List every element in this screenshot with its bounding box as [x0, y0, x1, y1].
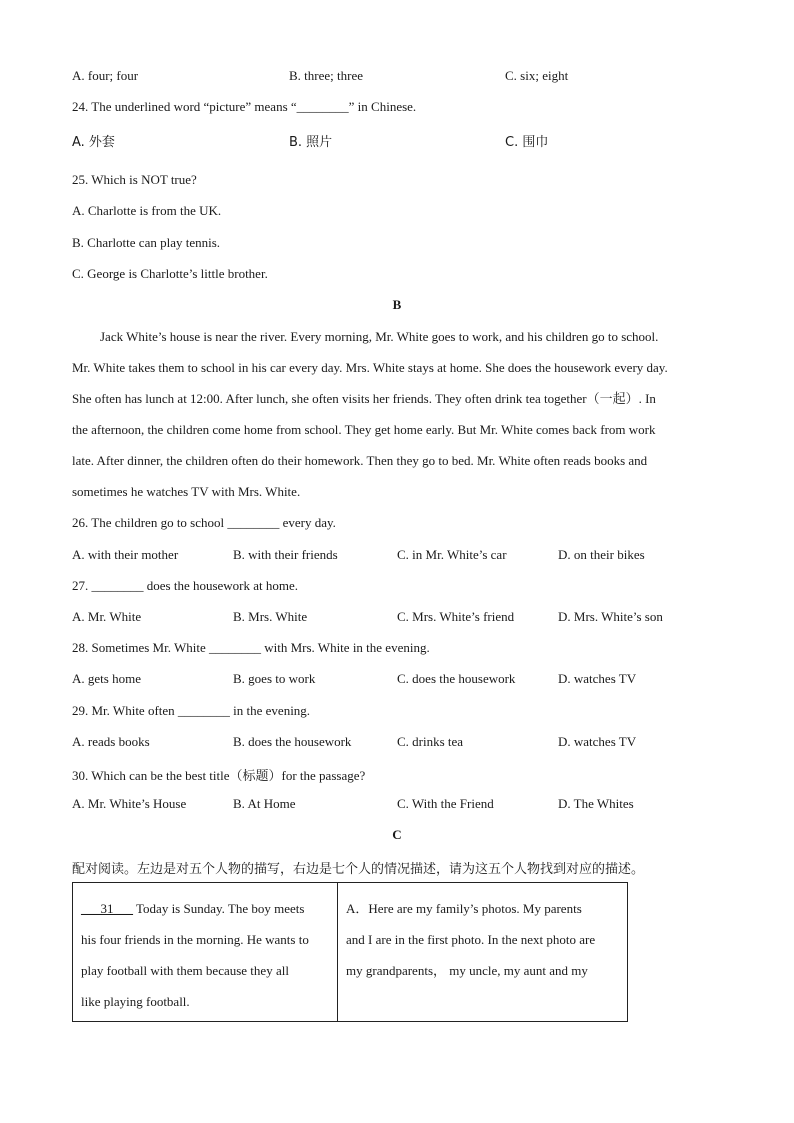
- q23-option-a: A. four; four: [72, 68, 139, 83]
- matching-table: [72, 882, 628, 1022]
- section-b-heading: B: [392, 297, 402, 312]
- passage-line: sometimes he watches TV with Mrs. White.: [72, 484, 301, 499]
- q30-option-b: B. At Home: [233, 796, 296, 811]
- matching-right-cell: [338, 883, 628, 1022]
- passage-line: Jack White’s house is near the river. Every morning, Mr. White goes to work, and his children go to school.: [100, 329, 659, 344]
- q28-option-d: D. watches TV: [558, 671, 637, 686]
- q30-option-d: D. The Whites: [558, 796, 634, 811]
- blank-31: ___31___: [81, 901, 133, 916]
- q25-option-b: B. Charlotte can play tennis.: [72, 235, 221, 250]
- q29-option-b: B. does the housework: [233, 734, 352, 749]
- passage-line: Mr. White takes them to school in his car every day. Mrs. White stays at home. She does the housework every day.: [72, 360, 668, 375]
- q28-option-b: B. goes to work: [233, 671, 316, 686]
- matching-left-cell: [73, 883, 338, 1022]
- left-text-line: Today is Sunday. The boy meets: [133, 901, 305, 916]
- passage-b: [72, 321, 720, 507]
- passage-line: the afternoon, the children come home from school. They get home early. But Mr. White comes back from work: [72, 422, 656, 437]
- q27-stem: 27. ________ does the housework at home.: [72, 578, 299, 593]
- q30-stem: 30. Which can be the best title（标题）for the passage?: [72, 768, 366, 783]
- right-text-line: A．Here are my family’s photos. My parents: [346, 901, 582, 916]
- q28-option-c: C. does the housework: [397, 671, 516, 686]
- q27-option-b: B. Mrs. White: [233, 609, 308, 624]
- q30-option-a: A. Mr. White’s House: [72, 796, 187, 811]
- right-text-line: and I are in the first photo. In the next photo are: [346, 932, 596, 947]
- right-text-line: my grandparents， my uncle, my aunt and my: [346, 963, 588, 978]
- q26-option-a: A. with their mother: [72, 547, 179, 562]
- q23-option-b: B. three; three: [289, 68, 363, 83]
- q25-option-a: A. Charlotte is from the UK.: [72, 203, 222, 218]
- q29-option-a: A. reads books: [72, 734, 150, 749]
- q26-option-c: C. in Mr. White’s car: [397, 547, 507, 562]
- passage-line: She often has lunch at 12:00. After lunch, she often visits her friends. They often drink tea together（一起）. In: [72, 391, 656, 406]
- q29-option-d: D. watches TV: [558, 734, 637, 749]
- section-c-instructions: 配对阅读。左边是对五个人物的描写，右边是七个人的情况描述，请为这五个人物找到对应的描述。: [72, 862, 645, 877]
- q24-option-a: A. 外套: [72, 135, 115, 150]
- left-text-line: his four friends in the morning. He wants to: [81, 932, 309, 947]
- q27-option-c: C. Mrs. White’s friend: [397, 609, 515, 624]
- q27-option-d: D. Mrs. White’s son: [558, 609, 663, 624]
- q24-stem: 24. The underlined word “picture” means “________” in Chinese.: [72, 99, 417, 114]
- left-text-line: like playing football.: [81, 994, 190, 1009]
- q23-option-c: C. six; eight: [505, 68, 569, 83]
- section-c-heading: C: [392, 827, 402, 842]
- left-text-line: play football with them because they all: [81, 963, 289, 978]
- q28-stem: 28. Sometimes Mr. White ________ with Mrs. White in the evening.: [72, 640, 430, 655]
- q27-option-a: A. Mr. White: [72, 609, 142, 624]
- q26-option-d: D. on their bikes: [558, 547, 645, 562]
- q28-option-a: A. gets home: [72, 671, 141, 686]
- q24-option-b: B. 照片: [289, 135, 333, 150]
- q30-option-c: C. With the Friend: [397, 796, 494, 811]
- q26-option-b: B. with their friends: [233, 547, 338, 562]
- q24-option-c: C. 围巾: [505, 135, 549, 150]
- q26-stem: 26. The children go to school ________ every day.: [72, 515, 336, 530]
- q29-stem: 29. Mr. White often ________ in the evening.: [72, 703, 311, 718]
- q29-option-c: C. drinks tea: [397, 734, 464, 749]
- passage-line: late. After dinner, the children often do their homework. Then they go to bed. Mr. White often reads books and: [72, 453, 648, 468]
- q25-stem: 25. Which is NOT true?: [72, 172, 197, 187]
- q25-option-c: C. George is Charlotte’s little brother.: [72, 266, 268, 281]
